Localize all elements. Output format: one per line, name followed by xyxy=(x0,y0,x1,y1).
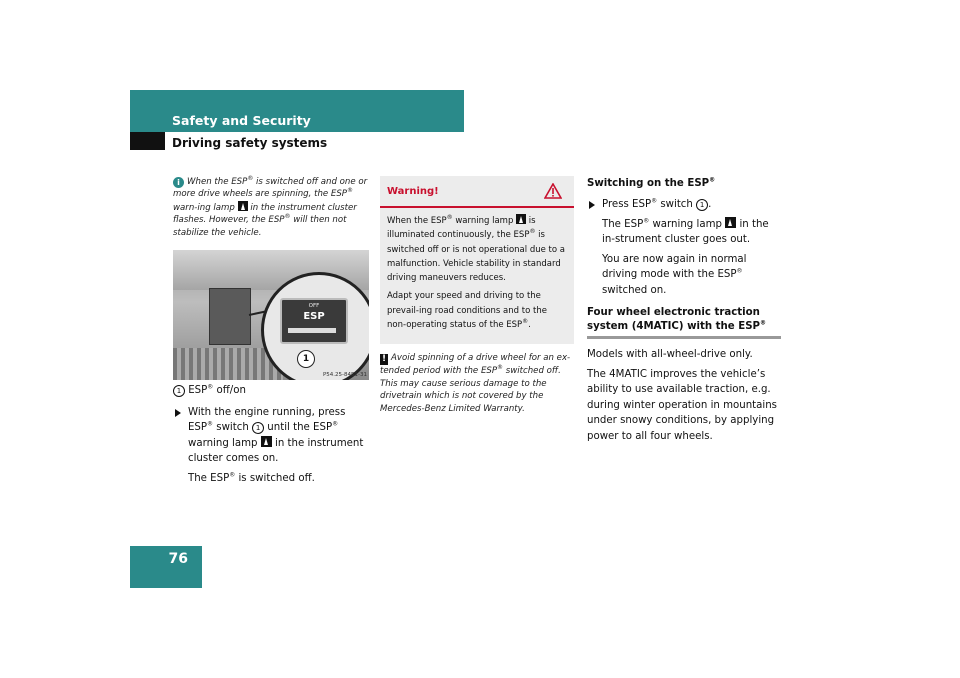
image-code: P54.25-8451-31 xyxy=(322,372,367,379)
esp-warning-lamp-icon xyxy=(516,214,526,224)
paragraph-4matic: The 4MATIC improves the vehicle’s ability to use available traction, e.g. during winter operation in mountains under snowy conditions, by applying power to all four wheels. xyxy=(587,368,777,442)
result-switched-off: The ESP® is switched off. xyxy=(188,471,315,484)
warning-text-2: Adapt your speed and driving to the prevail-ing road conditions and to the non-operating status of the ESP®. xyxy=(387,291,547,331)
callout-1: 1 xyxy=(297,350,315,368)
esp-switch-photo xyxy=(173,250,369,380)
header-black-tab xyxy=(130,132,165,150)
esp-warning-lamp-icon xyxy=(238,201,248,211)
result-normal-mode: You are now again in normal driving mode with the ESP® switched on. xyxy=(602,253,747,296)
column-left xyxy=(173,176,369,486)
result-lamp-out: The ESP® warning lamp in the in-strument cluster goes out. xyxy=(602,217,769,245)
caution-note: ! Avoid spinning of a drive wheel for an ex-tended period with the ESP® switched off. This may cause serious damage to the drivetrain which is not covered by the Mercedes-Benz Limited Warranty. xyxy=(380,353,571,414)
heading-switching-on: Switching on the ESP® xyxy=(587,176,716,189)
bullet-arrow-icon xyxy=(175,409,181,417)
info-icon: i xyxy=(173,177,184,188)
esp-warning-lamp-icon xyxy=(725,217,736,228)
step-switch-off: With the engine running, press ESP® switch 1 until the ESP® warning lamp in the instrument cluster comes on. xyxy=(173,405,369,467)
esp-off-button-illustration: OFF ESP xyxy=(280,298,348,344)
warning-text-1: When the ESP® warning lamp is illuminated continuously, the ESP® is switched off or is not operational due to a malfunction. Vehicle stability in standard driving maneuvers reduces. xyxy=(387,214,565,284)
section-subtitle: Driving safety systems xyxy=(172,136,328,150)
exclamation-icon: ! xyxy=(381,354,387,365)
warning-box xyxy=(380,176,574,344)
photo-caption: 1 ESP® off/on xyxy=(173,383,369,399)
step-switch-on: Press ESP® switch 1 . xyxy=(587,197,781,213)
page-number-box xyxy=(130,546,202,588)
paragraph-models: Models with all-wheel-drive only. xyxy=(587,349,753,360)
warning-title: Warning! xyxy=(387,186,439,197)
heading-4matic: Four wheel electronic traction system (4MATIC) with the ESP® xyxy=(587,306,781,339)
info-note: i When the ESP® is switched off and one or more drive wheels are spinning, the ESP® warn-ing lamp in the instrument cluster flashes. However, the ESP® will then not stabilize the vehicle. xyxy=(173,175,368,238)
esp-warning-lamp-icon xyxy=(261,436,272,447)
warning-triangle-icon xyxy=(544,183,562,199)
section-title: Safety and Security xyxy=(172,113,311,128)
column-middle xyxy=(380,176,574,415)
bullet-arrow-icon xyxy=(589,201,595,209)
column-right xyxy=(587,176,781,444)
page-number: 76 xyxy=(168,551,188,567)
